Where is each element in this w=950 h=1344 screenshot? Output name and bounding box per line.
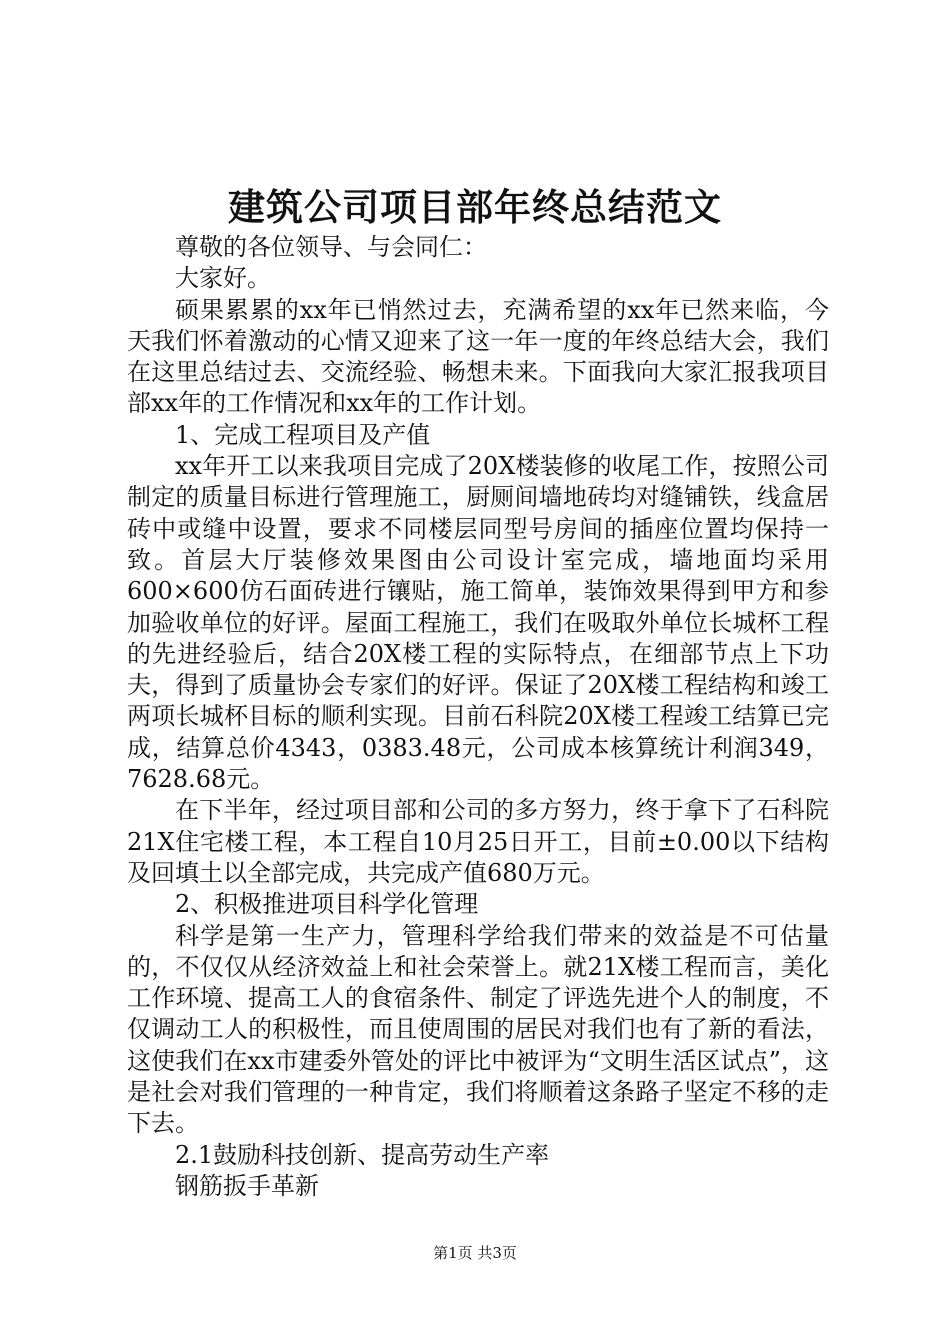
- body-paragraph: xx年开工以来我项目完成了20X楼装修的收尾工作，按照公司制定的质量目标进行管理施工，厨厕间墙地砖均对缝铺铁，线盒居砖中或缝中设置，要求不同楼层同型号房间的插座位置均保持一致。首层大厅装修效果图由公司设计室完成，墙地面均采用600×600仿石面砖进行镶贴，施工简单，装饰效果得到甲方和参加验收单位的好评。屋面工程施工，我们在吸取外单位长城杯工程的先进经验后，结合20X楼工程的实际特点，在细部节点上下功夫，得到了质量协会专家们的好评。保证了20X楼工程结构和竣工两项长城杯目标的顺利实现。目前石科院20X楼工程竣工结算已完成，结算总价4343，0383.48元，公司成本核算统计利润349，7628.68元。: [127, 452, 829, 794]
- body-paragraph: 科学是第一生产力，管理科学给我们带来的效益是不可估量的，不仅仅从经济效益上和社会荣誉上。就21X楼工程而言，美化工作环境、提高工人的食宿条件、制定了评选先进个人的制度，不仅调动工人的积极性，而且使周围的居民对我们也有了新的看法，这使我们在xx市建委外管处的评比中被评为“文明生活区试点”，这是社会对我们管理的一种肯定，我们将顺着这条路子坚定不移的走下去。: [127, 921, 829, 1138]
- greeting: 大家好。: [175, 264, 271, 293]
- section-heading: 2、积极推进项目科学化管理: [175, 890, 479, 919]
- body-paragraph: 在下半年，经过项目部和公司的多方努力，终于拿下了石科院21X住宅楼工程，本工程自10月25日开工，目前±0.00以下结构及回填土以全部完成，共完成产值680万元。: [127, 796, 829, 887]
- subsection-heading: 2.1鼓励科技创新、提高劳动生产率: [175, 1140, 550, 1169]
- body-paragraph: 钢筋扳手革新: [175, 1171, 319, 1200]
- page-footer: 第1页 共3页: [433, 1244, 517, 1262]
- body-paragraph: 硕果累累的xx年已悄然过去，充满希望的xx年已然来临，今天我们怀着激动的心情又迎来了这一年一度的年终总结大会，我们在这里总结过去、交流经验、畅想未来。下面我向大家汇报我项目部xx年的工作情况和xx年的工作计划。: [127, 295, 829, 418]
- document-title: 建筑公司项目部年终总结范文: [228, 186, 722, 229]
- section-heading: 1、完成工程项目及产值: [175, 420, 431, 449]
- salutation: 尊敬的各位领导、与会同仁：: [175, 233, 487, 261]
- document-body: [127, 232, 829, 1202]
